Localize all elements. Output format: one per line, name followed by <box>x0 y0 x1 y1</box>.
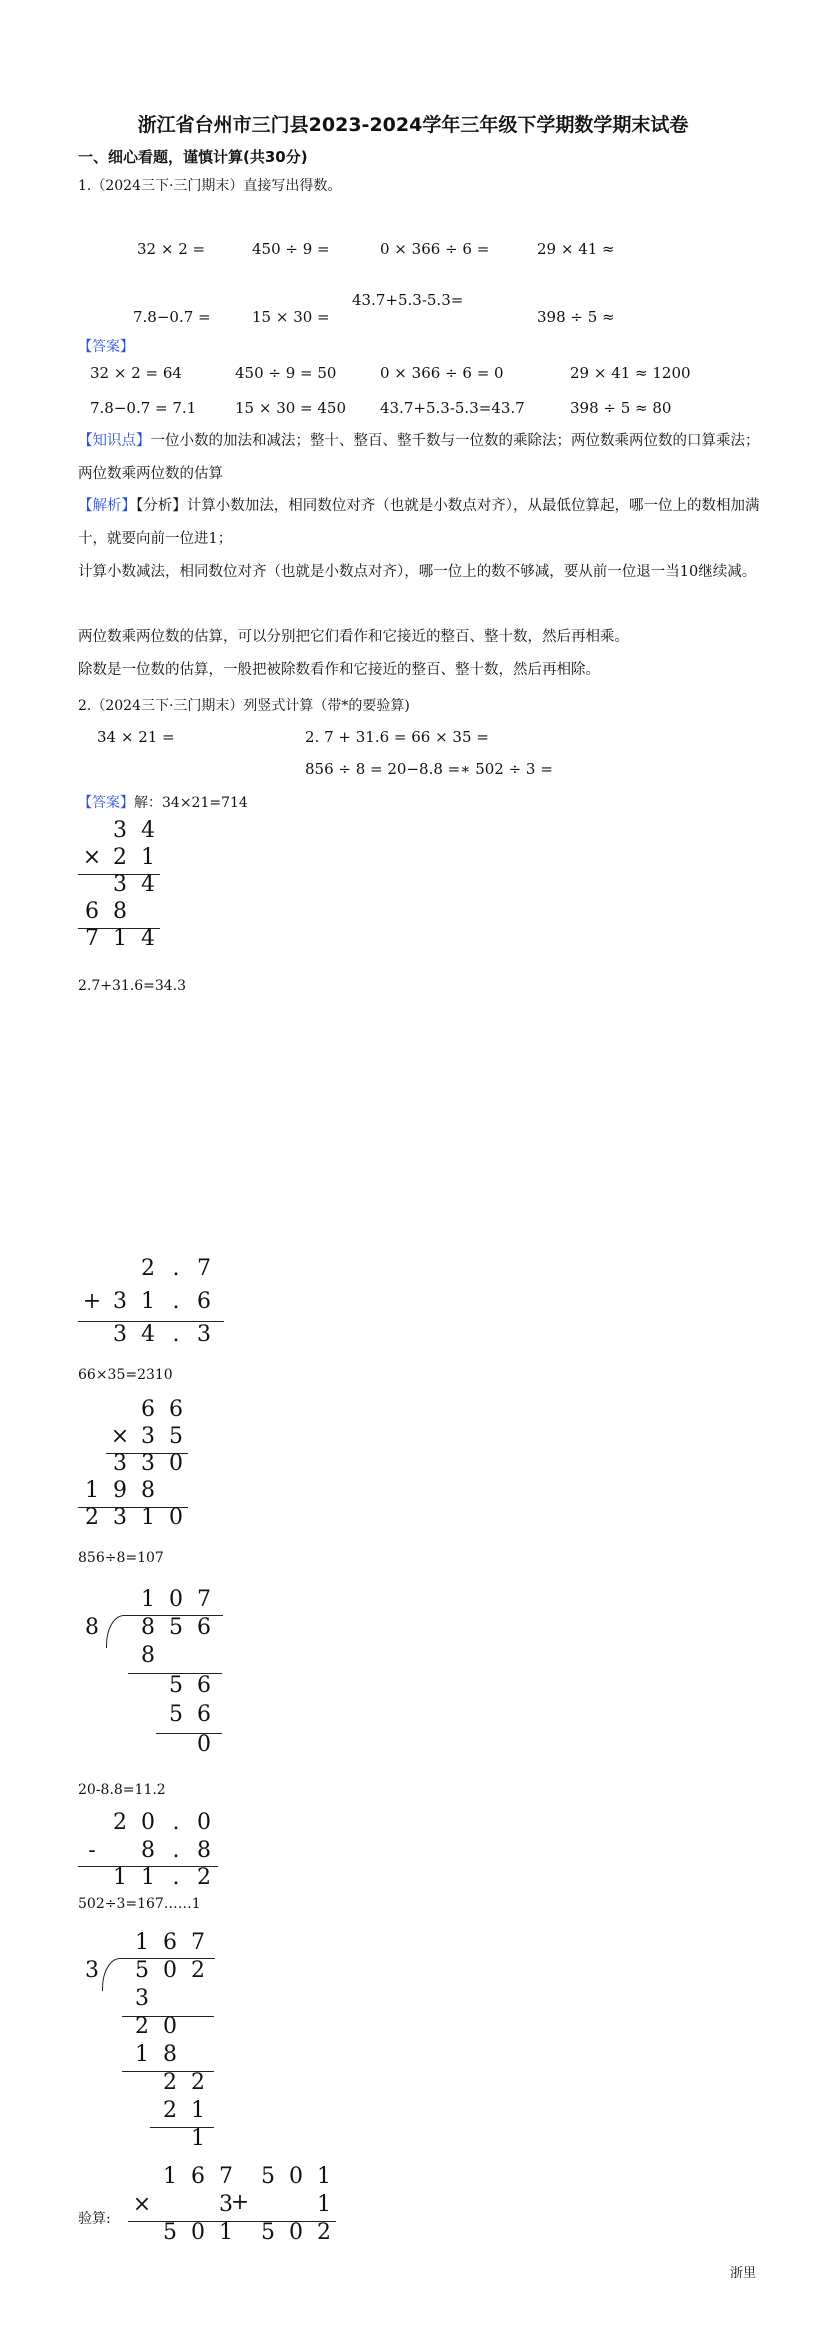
digit: 6 <box>85 899 99 924</box>
digit: 1 <box>317 2192 331 2217</box>
q1-answer: 398 ÷ 5 ≈ 80 <box>570 399 672 417</box>
analysis-text: 计算小数减法，相同数位对齐（也就是小数点对齐），哪一位上的数不够减，要从前一位退一当10继续减。 <box>78 564 757 580</box>
digit: 2 <box>113 1810 127 1835</box>
digit: 0 <box>169 1451 183 1476</box>
digit: 1 <box>141 1587 155 1612</box>
digit: 6 <box>163 1930 177 1955</box>
digit: 0 <box>197 1810 211 1835</box>
result-text: 66×35=2310 <box>78 1367 173 1383</box>
page-footer: 浙里 <box>729 2266 756 2281</box>
q1-prompt: 1.（2024三下·三门期末）直接写出得数。 <box>78 178 342 194</box>
digit: 0 <box>191 2220 205 2245</box>
operator: + <box>230 2190 250 2215</box>
analysis-label: 【解析】 <box>78 498 136 514</box>
operator: × <box>82 845 102 870</box>
digit: . <box>172 1322 180 1347</box>
digit: 2 <box>141 1256 155 1281</box>
digit: 8 <box>141 1838 155 1863</box>
operator: + <box>82 1289 102 1314</box>
digit: 6 <box>197 1615 211 1640</box>
digit: 7 <box>197 1587 211 1612</box>
digit: 4 <box>141 872 155 897</box>
q1-item: 450 ÷ 9 = <box>252 240 330 258</box>
digit: 5 <box>163 2220 177 2245</box>
divisor: 8 <box>85 1615 99 1640</box>
digit: 8 <box>141 1478 155 1503</box>
operator: - <box>88 1838 96 1863</box>
digit: 6 <box>197 1673 211 1698</box>
digit: 2 <box>197 1865 211 1890</box>
analysis-text: 两位数乘两位数的估算，可以分别把它们看作和它接近的整百、整十数，然后再相乘。 <box>78 629 629 645</box>
digit: 3 <box>113 872 127 897</box>
digit: 1 <box>141 1289 155 1314</box>
digit: 1 <box>141 1865 155 1890</box>
digit: 2 <box>85 1505 99 1530</box>
knowledge-label: 【知识点】 <box>78 433 151 449</box>
digit: 1 <box>113 1865 127 1890</box>
digit: 6 <box>197 1289 211 1314</box>
digit: 0 <box>197 1732 211 1757</box>
q1-answer: 450 ÷ 9 = 50 <box>235 364 337 382</box>
digit: 2 <box>191 1958 205 1983</box>
digit: 1 <box>141 845 155 870</box>
digit: 3 <box>141 1424 155 1449</box>
digit: 4 <box>141 926 155 951</box>
digit: . <box>172 1865 180 1890</box>
answer-label: 【答案】 <box>78 795 134 811</box>
digit: 1 <box>141 1505 155 1530</box>
page-title: 浙江省台州市三门县2023-2024学年三年级下学期数学期末试卷 <box>137 114 689 136</box>
digit: 3 <box>135 1986 149 2011</box>
result-text: 502÷3=167……1 <box>78 1896 201 1912</box>
digit: 1 <box>191 2098 205 2123</box>
result-text: 2.7+31.6=34.3 <box>78 978 187 994</box>
digit: 0 <box>163 2014 177 2039</box>
result-text: 856÷8=107 <box>78 1550 164 1566</box>
digit: 3 <box>113 1505 127 1530</box>
digit: 5 <box>169 1702 183 1727</box>
digit: . <box>172 1838 180 1863</box>
q2-item: 2. 7 + 31.6 = 66 × 35 = <box>305 728 489 746</box>
digit: 9 <box>113 1478 127 1503</box>
digit: 1 <box>135 2042 149 2067</box>
digit: 0 <box>289 2220 303 2245</box>
digit: 0 <box>169 1587 183 1612</box>
digit: 4 <box>141 1322 155 1347</box>
q1-item: 398 ÷ 5 ≈ <box>537 308 615 326</box>
digit: 4 <box>141 818 155 843</box>
digit: 8 <box>113 899 127 924</box>
digit: 2 <box>163 2098 177 2123</box>
analysis-text: 除数是一位数的估算，一般把被除数看作和它接近的整百、整十数，然后再相除。 <box>78 662 600 678</box>
q2-item: 856 ÷ 8 = 20−8.8 =∗ 502 ÷ 3 = <box>305 760 553 778</box>
q1-answer: 15 × 30 = 450 <box>235 399 347 417</box>
digit: 1 <box>163 2164 177 2189</box>
digit: 7 <box>191 1930 205 1955</box>
digit: 3 <box>113 1322 127 1347</box>
digit: 5 <box>261 2220 275 2245</box>
q1-answer: 32 × 2 = 64 <box>90 364 182 382</box>
digit: 6 <box>191 2164 205 2189</box>
digit: 8 <box>141 1615 155 1640</box>
check-label: 验算: <box>78 2211 111 2227</box>
digit: 2 <box>113 845 127 870</box>
digit: 2 <box>163 2070 177 2095</box>
answer-intro: 解：34×21=714 <box>134 795 248 811</box>
q1-answer: 0 × 366 ÷ 6 = 0 <box>380 364 504 382</box>
digit: 3 <box>113 1451 127 1476</box>
digit: 1 <box>191 2126 205 2151</box>
digit: 2 <box>317 2220 331 2245</box>
digit: 6 <box>197 1702 211 1727</box>
operator: × <box>110 1424 130 1449</box>
q1-item: 32 × 2 = <box>137 240 206 258</box>
digit: 1 <box>113 926 127 951</box>
q1-item: 29 × 41 ≈ <box>537 240 615 258</box>
knowledge-points <box>78 425 768 491</box>
section-heading: 一、细心看题，谨慎计算(共30分) <box>78 148 308 166</box>
digit: 8 <box>163 2042 177 2067</box>
digit: 8 <box>197 1838 211 1863</box>
operator: × <box>132 2192 152 2217</box>
digit: 5 <box>169 1673 183 1698</box>
digit: 3 <box>113 1289 127 1314</box>
digit: 5 <box>261 2164 275 2189</box>
q1-item: 15 × 30 = <box>252 308 330 326</box>
q1-answer: 7.8−0.7 = 7.1 <box>90 399 197 417</box>
digit: 7 <box>197 1256 211 1281</box>
q1-item: 43.7+5.3-5.3= <box>352 291 464 309</box>
q2-answer <box>78 792 248 812</box>
digit: 6 <box>169 1397 183 1422</box>
q1-answer: 43.7+5.3-5.3=43.7 <box>380 399 525 417</box>
digit: 3 <box>113 818 127 843</box>
digit: . <box>172 1810 180 1835</box>
digit: 0 <box>169 1505 183 1530</box>
answer-label: 【答案】 <box>78 339 134 355</box>
q2-prompt: 2.（2024三下·三门期末）列竖式计算（带*的要验算) <box>78 698 410 714</box>
q1-item: 0 × 366 ÷ 6 = <box>380 240 490 258</box>
digit: 5 <box>169 1424 183 1449</box>
knowledge-text: 一位小数的加法和减法；整十、整百、整千数与一位数的乘除法；两位数乘两位数的口算乘法；两位数乘两位数的估算 <box>78 433 760 482</box>
digit: 0 <box>163 1958 177 1983</box>
digit: 2 <box>135 2014 149 2039</box>
digit: 3 <box>141 1451 155 1476</box>
digit: 6 <box>141 1397 155 1422</box>
divisor: 3 <box>85 1958 99 1983</box>
analysis <box>78 490 768 556</box>
digit: 2 <box>191 2070 205 2095</box>
analysis-text: 【分析】计算小数加法，相同数位对齐（也就是小数点对齐），从最低位算起，哪一位上的数相加满十，就要向前一位进1； <box>78 498 760 547</box>
digit: 1 <box>219 2220 233 2245</box>
digit: 3 <box>219 2192 233 2217</box>
q1-item: 7.8−0.7 = <box>133 308 211 326</box>
digit: 7 <box>219 2164 233 2189</box>
digit: 1 <box>317 2164 331 2189</box>
q2-item: 34 × 21 = <box>97 728 175 746</box>
result-text: 20-8.8=11.2 <box>78 1782 166 1798</box>
digit: 7 <box>85 926 99 951</box>
digit: . <box>172 1289 180 1314</box>
digit: 0 <box>141 1810 155 1835</box>
digit: 5 <box>135 1958 149 1983</box>
digit: 8 <box>141 1643 155 1668</box>
q1-answer: 29 × 41 ≈ 1200 <box>570 364 691 382</box>
digit: 3 <box>197 1322 211 1347</box>
digit: 0 <box>289 2164 303 2189</box>
digit: 5 <box>169 1615 183 1640</box>
digit: 1 <box>135 1930 149 1955</box>
digit: 1 <box>85 1478 99 1503</box>
digit: . <box>172 1256 180 1281</box>
